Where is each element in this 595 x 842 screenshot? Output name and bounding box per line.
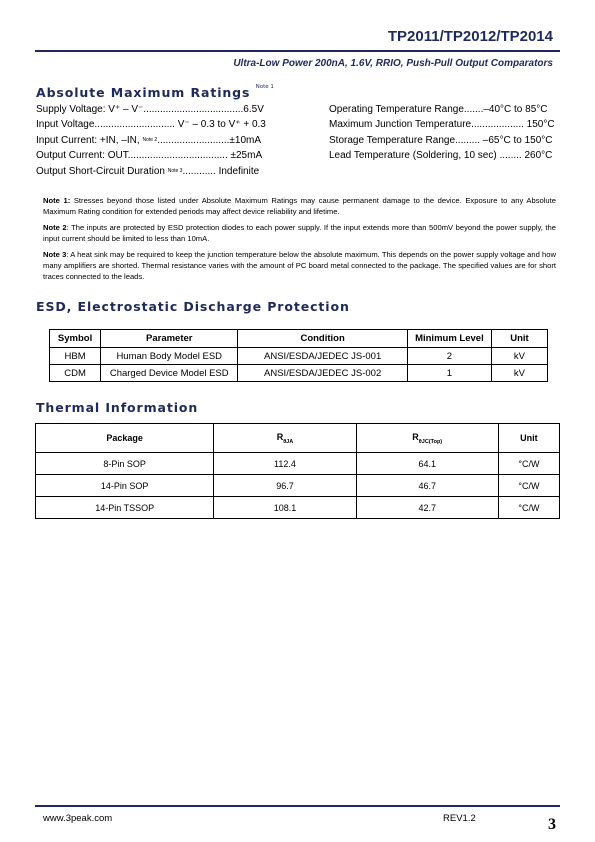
rja-symbol: R [276,431,284,442]
thermal-col-package: Package [36,424,214,453]
header-divider [35,50,560,52]
document-subtitle: Ultra-Low Power 200nA, 1.6V, RRIO, Push-Pull Output Comparators [233,58,553,69]
thermal-cell: 112.4 [214,453,356,475]
rating-input-voltage: Input Voltage............................. V⁻ – 0.3 to V⁺ + 0.3 [36,119,266,131]
thermal-cell: 14-Pin SOP [36,475,214,497]
esd-col-parameter: Parameter [101,330,238,348]
footer-divider [35,805,560,807]
note-1-label: Note 1: [43,196,71,205]
note-2-label: Note 2 [43,223,67,232]
note-1-text: Stresses beyond those listed under Absolute Maximum Ratings may cause permanent damage to the device. Exposure to any Absolute Maximum Rating condition for extended periods may affect device reliability and lifetime. [43,196,556,216]
thermal-col-rja [214,424,356,453]
esd-cell: 2 [407,348,491,365]
table-row [50,365,548,382]
abs-max-right-column [329,102,555,164]
footer-website-link[interactable]: www.3peak.com [43,813,113,824]
esd-heading: ESD, Electrostatic Discharge Protection [36,299,350,314]
rating-storage-temp: Storage Temperature Range......... –65°C to 150°C [329,134,553,146]
table-row [36,453,560,475]
thermal-cell: 108.1 [214,497,356,519]
esd-header-row [50,330,548,348]
rating-input-current-note: Note 2 [142,136,158,143]
rating-lead-temp: Lead Temperature (Soldering, 10 sec) ........ 260°C [329,150,553,162]
esd-cell: Human Body Model ESD [101,348,238,365]
table-row [50,348,548,365]
esd-cell: ANSI/ESDA/JEDEC JS-002 [238,365,408,382]
thermal-header-row [36,424,560,453]
rating-junction-temp: Maximum Junction Temperature................... 150°C [329,119,555,131]
thermal-cell: 14-Pin TSSOP [36,497,214,519]
esd-col-symbol: Symbol [50,330,101,348]
abs-max-left-column [36,102,266,179]
rating-short-circuit-value: ............ Indefinite [182,165,260,177]
rating-short-circuit-note: Note 3 [167,167,183,174]
thermal-table [35,423,560,519]
esd-col-minimum-level: Minimum Level [407,330,491,348]
rating-input-current [36,133,266,148]
thermal-heading: Thermal Information [36,400,199,415]
note-1 [43,195,556,217]
rating-input-current-value: ..........................±10mA [157,134,262,146]
thermal-cell: °C/W [498,453,559,475]
esd-cell: 1 [407,365,491,382]
thermal-cell: 96.7 [214,475,356,497]
rating-output-current: Output Current: OUT.................................... ±25mA [36,150,263,162]
abs-max-heading-text: Absolute Maximum Ratings [36,85,251,100]
thermal-cell: 46.7 [356,475,498,497]
thermal-cell: 42.7 [356,497,498,519]
rating-supply-voltage: Supply Voltage: V⁺ – V⁻....................................6.5V [36,104,264,115]
rating-short-circuit-text: Output Short-Circuit Duration [36,165,165,177]
abs-max-heading-note: Note 1 [255,84,274,90]
notes-block [43,195,556,287]
esd-cell: Charged Device Model ESD [101,365,238,382]
thermal-col-unit: Unit [498,424,559,453]
rating-operating-temp: Operating Temperature Range.......–40°C to 85°C [329,104,548,115]
note-3-label: Note 3 [43,250,67,259]
rja-subscript: θJA [283,438,294,445]
abs-max-heading [36,85,274,100]
thermal-col-rjc [356,424,498,453]
note-2 [43,222,556,244]
esd-cell: CDM [50,365,101,382]
esd-col-unit: Unit [491,330,547,348]
esd-cell: kV [491,348,547,365]
note-3-text: : A heat sink may be required to keep the junction temperature below the absolute maximum. This depends on the power supply voltage and how many amplifiers are shorted. Thermal resistance varies with the amount of PC board metal connected to the package. The specified values are for short traces connected to the leads. [43,250,556,281]
esd-cell: HBM [50,348,101,365]
thermal-cell: °C/W [498,497,559,519]
esd-table [49,329,548,382]
table-row [36,475,560,497]
thermal-cell: °C/W [498,475,559,497]
esd-col-condition: Condition [238,330,408,348]
note-3 [43,249,556,282]
esd-cell: ANSI/ESDA/JEDEC JS-001 [238,348,408,365]
note-2-text: : The inputs are protected by ESD protection diodes to each power supply. If the input extends more than 500mV beyond the power supply, the input current should be limited to less than 10mA. [43,223,556,243]
thermal-cell: 8-Pin SOP [36,453,214,475]
table-row [36,497,560,519]
page-number: 3 [548,816,556,833]
rjc-symbol: R [412,431,419,442]
rating-input-current-text: Input Current: +IN, –IN, [36,134,140,146]
esd-cell: kV [491,365,547,382]
document-title: TP2011/TP2012/TP2014 [387,28,553,45]
thermal-cell: 64.1 [356,453,498,475]
footer-revision: REV1.2 [443,813,476,824]
rating-short-circuit [36,164,266,179]
rjc-subscript: θJC(Top) [418,438,443,445]
